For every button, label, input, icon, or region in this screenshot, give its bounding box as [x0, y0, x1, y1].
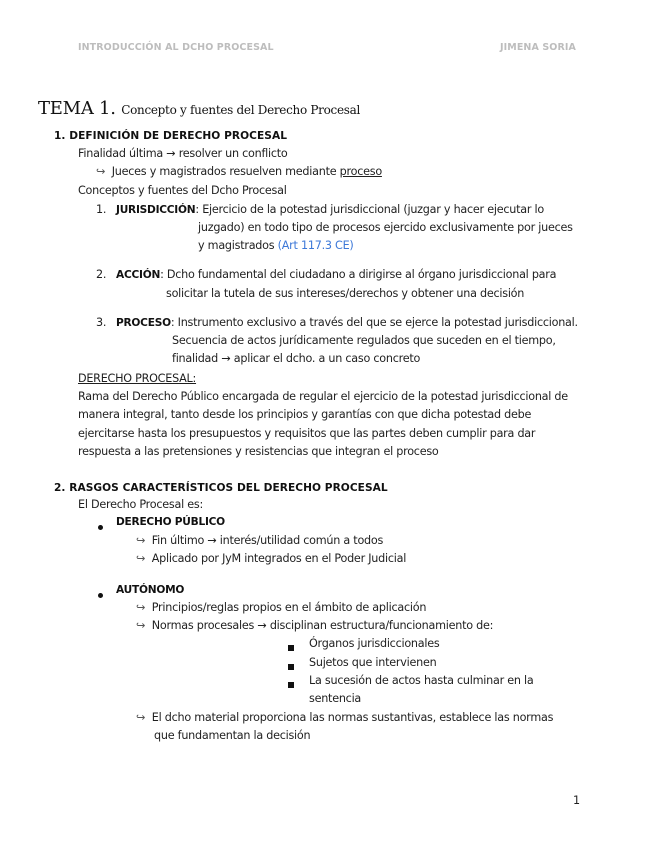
b2-item-3: [136, 711, 553, 724]
s2-intro: El Derecho Procesal es:: [78, 498, 203, 511]
sq-item-3: La sucesión de actos hasta culminar en la: [309, 674, 534, 687]
b2-item-3-cont: que fundamentan la decisión: [154, 729, 311, 742]
s1-line2: Conceptos y fuentes del Dcho Procesal: [78, 184, 287, 197]
square-bullet-icon: [288, 641, 294, 654]
item-2-line2: solicitar la tutela de sus intereses/derechos y obtener una decisión: [166, 287, 525, 300]
return-arrow-icon: ↪: [136, 601, 146, 614]
b2-item-2-text: Normas procesales → disciplinan estructura/funcionamiento de:: [151, 619, 494, 632]
header-right: JIMENA SORIA: [500, 42, 576, 53]
term-accion: ACCIÓN: [116, 269, 161, 281]
term-proceso: PROCESO: [116, 317, 171, 329]
item-1-line1: [116, 203, 544, 216]
definition-line: manera integral, tanto desde los principios y garantías con que dicha potestad debe: [78, 408, 532, 421]
header-left: INTRODUCCIÓN AL DCHO PROCESAL: [78, 42, 274, 53]
b1-item-2-text: Aplicado por JyM integrados en el Poder Judicial: [151, 552, 407, 565]
proceso-underlined: proceso: [339, 165, 382, 178]
item-3-line2: Secuencia de actos jurídicamente regulados que suceden en el tiempo,: [172, 334, 556, 347]
title-main: TEMA 1.: [38, 98, 116, 119]
b2-item-3-text: El dcho material proporciona las normas sustantivas, establece las normas: [151, 711, 554, 724]
square-bullet-icon: [288, 660, 294, 673]
page-title: [38, 98, 360, 119]
item-2-text: : Dcho fundamental del ciudadano a dirigirse al órgano jurisdiccional para: [160, 268, 557, 281]
page-number: 1: [573, 794, 580, 807]
article-reference: (Art 117.3 CE): [277, 239, 354, 252]
section-2-heading: 2. RASGOS CARACTERÍSTICOS DEL DERECHO PROCESAL: [54, 482, 388, 494]
item-1-number: 1.: [96, 203, 107, 216]
term-jurisdiccion: JURISDICCIÓN: [116, 204, 196, 216]
title-sub: Concepto y fuentes del Derecho Procesal: [121, 103, 361, 117]
bullet-icon: [98, 588, 103, 601]
b1-item-2: [136, 552, 406, 565]
b2-item-2: [136, 619, 493, 632]
b1-item-1-text: Fin último → interés/utilidad común a todos: [151, 534, 384, 547]
section-1-heading: 1. DEFINICIÓN DE DERECHO PROCESAL: [54, 130, 288, 142]
definition-line: ejercitarse hasta los presupuestos y requisitos que las partes deben cumplir para dar: [78, 427, 536, 440]
item-2-line1: [116, 268, 556, 281]
definition-label: DERECHO PROCESAL:: [78, 372, 197, 385]
b2-item-1: [136, 601, 426, 614]
square-bullet-icon: [288, 678, 294, 691]
definition-line: respuesta a las pretensiones y resistencias que integran el proceso: [78, 445, 439, 458]
s1-sub1: [96, 165, 382, 178]
bullet-derecho-publico: DERECHO PÚBLICO: [116, 516, 225, 528]
b2-item-1-text: Principios/reglas propios en el ámbito de aplicación: [151, 601, 427, 614]
item-1-line2: juzgado) en todo tipo de procesos ejercido exclusivamente por jueces: [198, 221, 573, 234]
bullet-icon: [98, 520, 103, 533]
item-3-text: : Instrumento exclusivo a través del que se ejerce la potestad jurisdiccional.: [170, 316, 578, 329]
item-2-number: 2.: [96, 268, 107, 281]
item-3-line3: finalidad → aplicar el dcho. a un caso concreto: [172, 352, 421, 365]
s1-sub1-text: Jueces y magistrados resuelven mediante: [111, 165, 340, 178]
return-arrow-icon: ↪: [136, 552, 146, 565]
bullet-autonomo: AUTÓNOMO: [116, 584, 185, 596]
return-arrow-icon: ↪: [136, 711, 146, 724]
sq-item-1: Órganos jurisdiccionales: [309, 637, 440, 650]
item-1-text: : Ejercicio de la potestad jurisdiccional (juzgar y hacer ejecutar lo: [195, 203, 544, 216]
sq-item-3-cont: sentencia: [309, 692, 362, 705]
s1-line1: Finalidad última → resolver un conflicto: [78, 147, 288, 160]
item-1-line3-text: y magistrados: [198, 239, 278, 252]
b1-item-1: [136, 534, 383, 547]
item-3-line1: [116, 316, 578, 329]
item-1-line3: [198, 239, 354, 252]
item-3-number: 3.: [96, 316, 107, 329]
return-arrow-icon: ↪: [96, 165, 106, 178]
return-arrow-icon: ↪: [136, 534, 146, 547]
definition-line: Rama del Derecho Público encargada de regular el ejercicio de la potestad jurisdiccional de: [78, 390, 568, 403]
sq-item-2: Sujetos que intervienen: [309, 656, 437, 669]
return-arrow-icon: ↪: [136, 619, 146, 632]
